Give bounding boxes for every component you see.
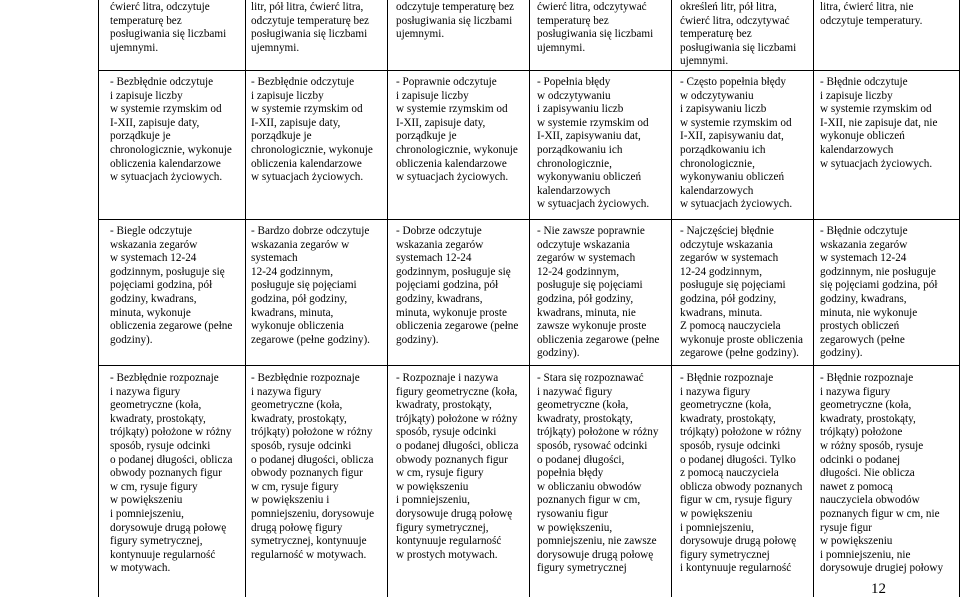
table-cell: - Błędnie odczytuje wskazania zegarów w systemach 12-24 godzinnym, nie posługuje się pojęciami godzina, pół godziny, kwadrans, minuta, nie wykonuje prostych obliczeń zegarowych (pełne godziny). [820,225,938,360]
table-cell: - Często popełnia błędy w odczytywaniu i zapisywaniu liczb w systemie rzymskim od I-XII, zapisywaniu dat, porządkowaniu ich chronologicznie, wykonywaniu obliczeń kalendarzowych w sytuacjach życiowych. [680,76,793,211]
column-divider [387,0,388,597]
table-cell: - Bezbłędnie odczytuje i zapisuje liczby w systemie rzymskim od I-XII, zapisuje daty, porządkuje je chronologicznie, wykonuje obliczenia kalendarzowe w sytuacjach życiowych. [251,76,373,184]
table-cell: - Najczęściej błędnie odczytuje wskazania zegarów w systemach 12-24 godzinnym, posługuje się pojęciami godzina, pół godziny, kwadrans, minuta. Z pomocą nauczyciela wykonuje proste obliczenia zegarowe (pełne godziny). [680,225,804,360]
table-cell: odczytuje temperaturę bez posługiwania się liczbami ujemnymi. [396,1,515,41]
column-divider [529,0,530,597]
table-cell: - Rozpoznaje i nazywa figury geometryczne (koła, kwadraty, prostokąty, trójkąty) położone w różny sposób, rysuje odcinki o podanej długości, oblicza obwody poznanych figur w cm, rysuje figury w powiększeniu i pomniejszeniu, dorysowuje drugą połowę figury symetrycznej, kontynuuje regularność w prostych motywach. [396,372,519,561]
table-cell: - Nie zawsze poprawnie odczytuje wskazania zegarów w systemach 12-24 godzinnym, posługuje się pojęciami godzina, pół godziny, kwadrans, minuta, nie zawsze wykonuje proste obliczenia zegarowe (pełne godziny). [537,225,660,360]
row-divider [98,365,960,366]
table-cell: litra, ćwierć litra, nie odczytuje temperatury. [820,1,923,27]
page-number: 12 [871,581,886,597]
table-cell: - Bardzo dobrze odczytuje wskazania zegarów w systemach 12-24 godzinnym, posługuje się pojęciami godzina, pół godziny, kwadrans, minuta, wykonuje obliczenia zegarowe (pełne godziny). [251,225,370,346]
table-cell: - Stara się rozpoznawać i nazywać figury geometryczne (koła, kwadraty, prostokąty, trójkąty) położone w różny sposób, rysować odcinki o podanej długości, popełnia błędy w obliczaniu obwodów poznanych figur w cm, rysowaniu figur w powiększeniu, pomniejszeniu, nie zawsze dorysowuje drugą połowę figury symetrycznej [537,372,659,575]
table-cell: - Bezbłędnie rozpoznaje i nazywa figury geometryczne (koła, kwadraty, prostokąty, trójkąty) położone w różny sposób, rysuje odcinki o podanej długości, oblicza obwody poznanych figur w cm, rysuje figury w powiększeniu i pomniejszeniu, dorysowuje drugą połowę figury symetrycznej, kontynuuje regularność w motywach. [110,372,233,575]
table-cell: - Popełnia błędy w odczytywaniu i zapisywaniu liczb w systemie rzymskim od I-XII, zapisywaniu dat, porządkowaniu ich chronologicznie, wykonywaniu obliczeń kalendarzowych w sytuacjach życiowych. [537,76,650,211]
table-cell: ćwierć litra, odczytuje temperaturę bez posługiwania się liczbami ujemnymi. [110,1,227,54]
table-cell: - Bezbłędnie odczytuje i zapisuje liczby w systemie rzymskim od I-XII, zapisuje daty, porządkuje je chronologicznie, wykonuje obliczenia kalendarzowe w sytuacjach życiowych. [110,76,232,184]
table-cell: - Błędnie rozpoznaje i nazywa figury geometryczne (koła, kwadraty, prostokąty, trójkąty) położone w różny sposób, rysuje odcinki o podanej długości. Nie oblicza nawet z pomocą nauczyciela obwodów poznanych figur w cm, nie rysuje figur w powiększeniu i pomniejszeniu, nie dorysowuje drugiej połowy [820,372,944,575]
table-cell: określeń litr, pół litra, ćwierć litra, odczytywać temperaturę bez posługiwania się liczbami ujemnymi. [680,1,797,68]
row-divider [98,219,960,220]
row-divider [98,70,960,71]
table-cell: - Poprawnie odczytuje i zapisuje liczby w systemie rzymskim od I-XII, zapisuje daty, porządkuje je chronologicznie, wykonuje obliczenia kalendarzowe w sytuacjach życiowych. [396,76,518,184]
column-divider [98,0,99,597]
table-cell: litr, pół litra, ćwierć litra, odczytuje temperaturę bez posługiwania się liczbami ujemnymi. [251,1,370,54]
column-divider [245,0,246,597]
table-cell: - Bezbłędnie rozpoznaje i nazywa figury geometryczne (koła, kwadraty, prostokąty, trójkąty) położone w różny sposób, rysuje odcinki o podanej długości, oblicza obwody poznanych figur w cm, rysuje figury w powiększeniu i pomniejszeniu, dorysowuje drugą połowę figury symetrycznej, kontynuuje regularność w motywach. [251,372,375,561]
table-cell: - Błędnie rozpoznaje i nazywa figury geometryczne (koła, kwadraty, prostokąty, trójkąty) położone w różny sposób, rysuje odcinki o podanej długości. Tylko z pomocą nauczyciela oblicza obwody poznanych figur w cm, rysuje figury w powiększeniu i pomniejszeniu, dorysowuje drugą połowę figury symetrycznej i kontynuuje regularność [680,372,803,575]
table-cell: - Biegle odczytuje wskazania zegarów w systemach 12-24 godzinnym, posługuje się pojęciami godzina, pół godziny, kwadrans, minuta, wykonuje obliczenia zegarowe (pełne godziny). [110,225,233,346]
column-divider [813,0,814,597]
table-cell: ćwierć litra, odczytywać temperaturę bez posługiwania się liczbami ujemnymi. [537,1,654,54]
table-cell: - Błędnie odczytuje i zapisuje liczby w systemie rzymskim od I-XII, nie zapisuje dat, nie wykonuje obliczeń kalendarzowych w sytuacjach życiowych. [820,76,938,170]
table-cell: - Dobrze odczytuje wskazania zegarów systemach 12-24 godzinnym, posługuje się pojęciami godzina, pół godziny, kwadrans, minuta, wykonuje proste obliczenia zegarowe (pełne godziny). [396,225,519,346]
column-divider [671,0,672,597]
